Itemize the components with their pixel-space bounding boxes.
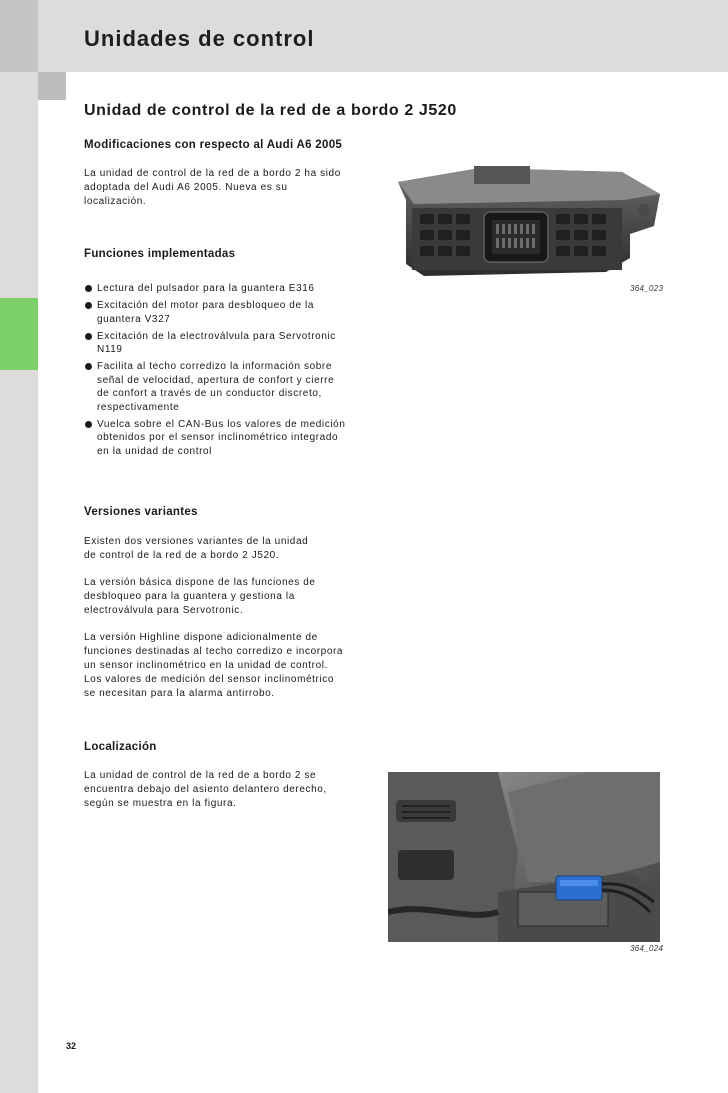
- modifications-heading: Modificaciones con respecto al Audi A6 2005: [84, 139, 343, 151]
- variants-paragraph-2: La versión básica dispone de las funciones de desbloqueo para la guantera y gestiona la electroválvula para Servotronic.: [84, 577, 316, 616]
- bullet-icon: [85, 363, 92, 370]
- variants-heading: Versiones variantes: [84, 506, 198, 518]
- page-header-title: Unidades de control: [84, 26, 315, 51]
- bullet-icon: [85, 285, 92, 292]
- control-unit-illustration: [384, 160, 666, 280]
- variants-paragraph-3: La versión Highline dispone adicionalmente de funciones destinadas al techo corredizo e incorpora un sensor inclinométrico en la unidad de control. Los valores de medición del sensor inclinométrico se necesitan para la alarma antirrobo.: [84, 632, 344, 699]
- list-item: Vuelca sobre el CAN-Bus los valores de medición obtenidos por el sensor inclinométrico integrado en la unidad de control: [84, 418, 374, 459]
- bullet-icon: [85, 333, 92, 340]
- page-number: 32: [66, 1041, 77, 1051]
- bullet-icon: [85, 302, 92, 309]
- location-heading: Localización: [84, 741, 157, 753]
- list-item: Excitación del motor para desbloqueo de la guantera V327: [84, 299, 374, 326]
- chapter-marker-tab: [0, 298, 38, 370]
- vehicle-interior-photo: [388, 772, 660, 942]
- location-text: La unidad de control de la red de a bordo 2 se encuentra debajo del asiento delantero derecho, según se muestra en la figura.: [84, 770, 327, 809]
- left-margin-band: [0, 0, 38, 1093]
- modifications-text: La unidad de control de la red de a bordo 2 ha sido adoptada del Audi A6 2005. Nueva es su localización.: [84, 168, 341, 207]
- header-notch: [38, 72, 66, 100]
- bullet-icon: [85, 421, 92, 428]
- variants-paragraph-1: Existen dos versiones variantes de la unidad de control de la red de a bordo 2 J520.: [84, 536, 309, 561]
- figure-caption: 364_024: [630, 944, 664, 953]
- list-item: Lectura del pulsador para la guantera E316: [84, 282, 374, 296]
- figure-caption: 364_023: [630, 284, 664, 293]
- list-item: Facilita al techo corredizo la información sobre señal de velocidad, apertura de confort y cierre de confort a través de un conductor discreto, respectivamente: [84, 360, 374, 414]
- functions-list: [84, 282, 374, 462]
- left-tab-top: [0, 0, 38, 72]
- functions-heading: Funciones implementadas: [84, 248, 236, 260]
- section-title: Unidad de control de la red de a bordo 2 J520: [84, 102, 457, 119]
- list-item: Excitación de la electroválvula para Servotronic N119: [84, 330, 374, 357]
